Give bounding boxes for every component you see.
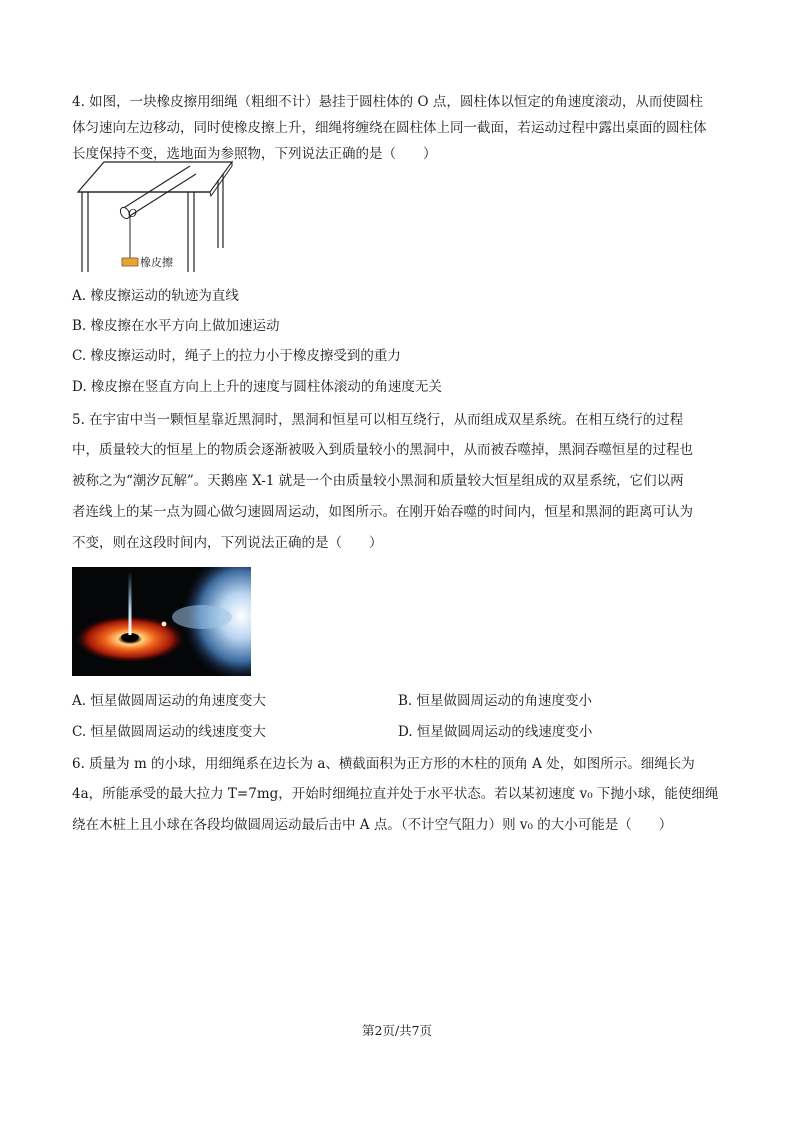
q5-option-b[interactable]: B. 恒星做圆周运动的角速度变小 xyxy=(398,693,593,709)
q5-option-a[interactable]: A. 恒星做圆周运动的角速度变大 xyxy=(72,693,266,709)
q5-text-line-1: 5. 在宇宙中当一颗恒星靠近黑洞时，黑洞和恒星可以相互绕行，从而组成双星系统。在相互绕行的过程 xyxy=(72,412,684,428)
q6-text-line-2: 4a，所能承受的最大拉力 T=7mg，开始时细绳拉直并处于水平状态。若以某初速度 v₀ 下抛小球，能使细绳 xyxy=(72,786,719,802)
q4-option-a[interactable]: A. 橡皮擦运动的轨迹为直线 xyxy=(72,288,239,304)
page-footer: 第2页/共7页 xyxy=(361,1023,433,1038)
q4-text-line-3: 长度保持不变，选地面为参照物，下列说法正确的是（ ） xyxy=(72,146,437,162)
q5-text-line-3: 被称之为“潮汐瓦解”。天鹅座 X-1 就是一个由质量较小黑洞和质量较大恒星组成的双星系统，它们以两 xyxy=(72,473,684,489)
eraser-label: 橡皮擦 xyxy=(140,256,173,269)
q4-option-b[interactable]: B. 橡皮擦在水平方向上做加速运动 xyxy=(72,318,280,334)
table-cylinder-figure xyxy=(70,160,240,276)
point-o-label: O xyxy=(128,207,138,220)
q6-text-line-3: 绕在木桩上且小球在各段均做圆周运动最后击中 A 点。（不计空气阻力）则 v₀ 的大小可能是（ ） xyxy=(72,817,673,833)
q5-option-d[interactable]: D. 恒星做圆周运动的线速度变小 xyxy=(398,724,593,740)
q4-option-d[interactable]: D. 橡皮擦在竖直方向上上升的速度与圆柱体滚动的角速度无关 xyxy=(72,379,442,395)
q5-text-line-5: 不变，则在这段时间内，下列说法正确的是（ ） xyxy=(72,535,383,551)
q5-text-line-2: 中，质量较大的恒星上的物质会逐渐被吸入到质量较小的黑洞中，从而被吞噬掉，黑洞吞噬恒星的过程也 xyxy=(72,442,693,458)
q4-text-line-1: 4. 如图，一块橡皮擦用细绳（粗细不计）悬挂于圆柱体的 O 点，圆柱体以恒定的角速度滚动，从而使圆柱 xyxy=(72,94,703,110)
q5-option-c[interactable]: C. 恒星做圆周运动的线速度变大 xyxy=(72,724,266,740)
q5-text-line-4: 者连线上的某一点为圆心做匀速圆周运动，如图所示。在刚开始吞噬的时间内，恒星和黑洞的距离可认为 xyxy=(72,504,693,520)
black-hole-star-image xyxy=(72,567,251,676)
q4-option-c[interactable]: C. 橡皮擦运动时，绳子上的拉力小于橡皮擦受到的重力 xyxy=(72,348,401,364)
eraser-shape xyxy=(122,258,138,266)
q6-text-line-1: 6. 质量为 m 的小球，用细绳系在边长为 a、横截面积为正方形的木柱的顶角 A 处，如图所示。细绳长为 xyxy=(72,756,695,772)
q4-text-line-2: 体匀速向左边移动，同时使橡皮擦上升，细绳将缠绕在圆柱体上同一截面，若运动过程中露出桌面的圆柱体 xyxy=(72,120,707,136)
